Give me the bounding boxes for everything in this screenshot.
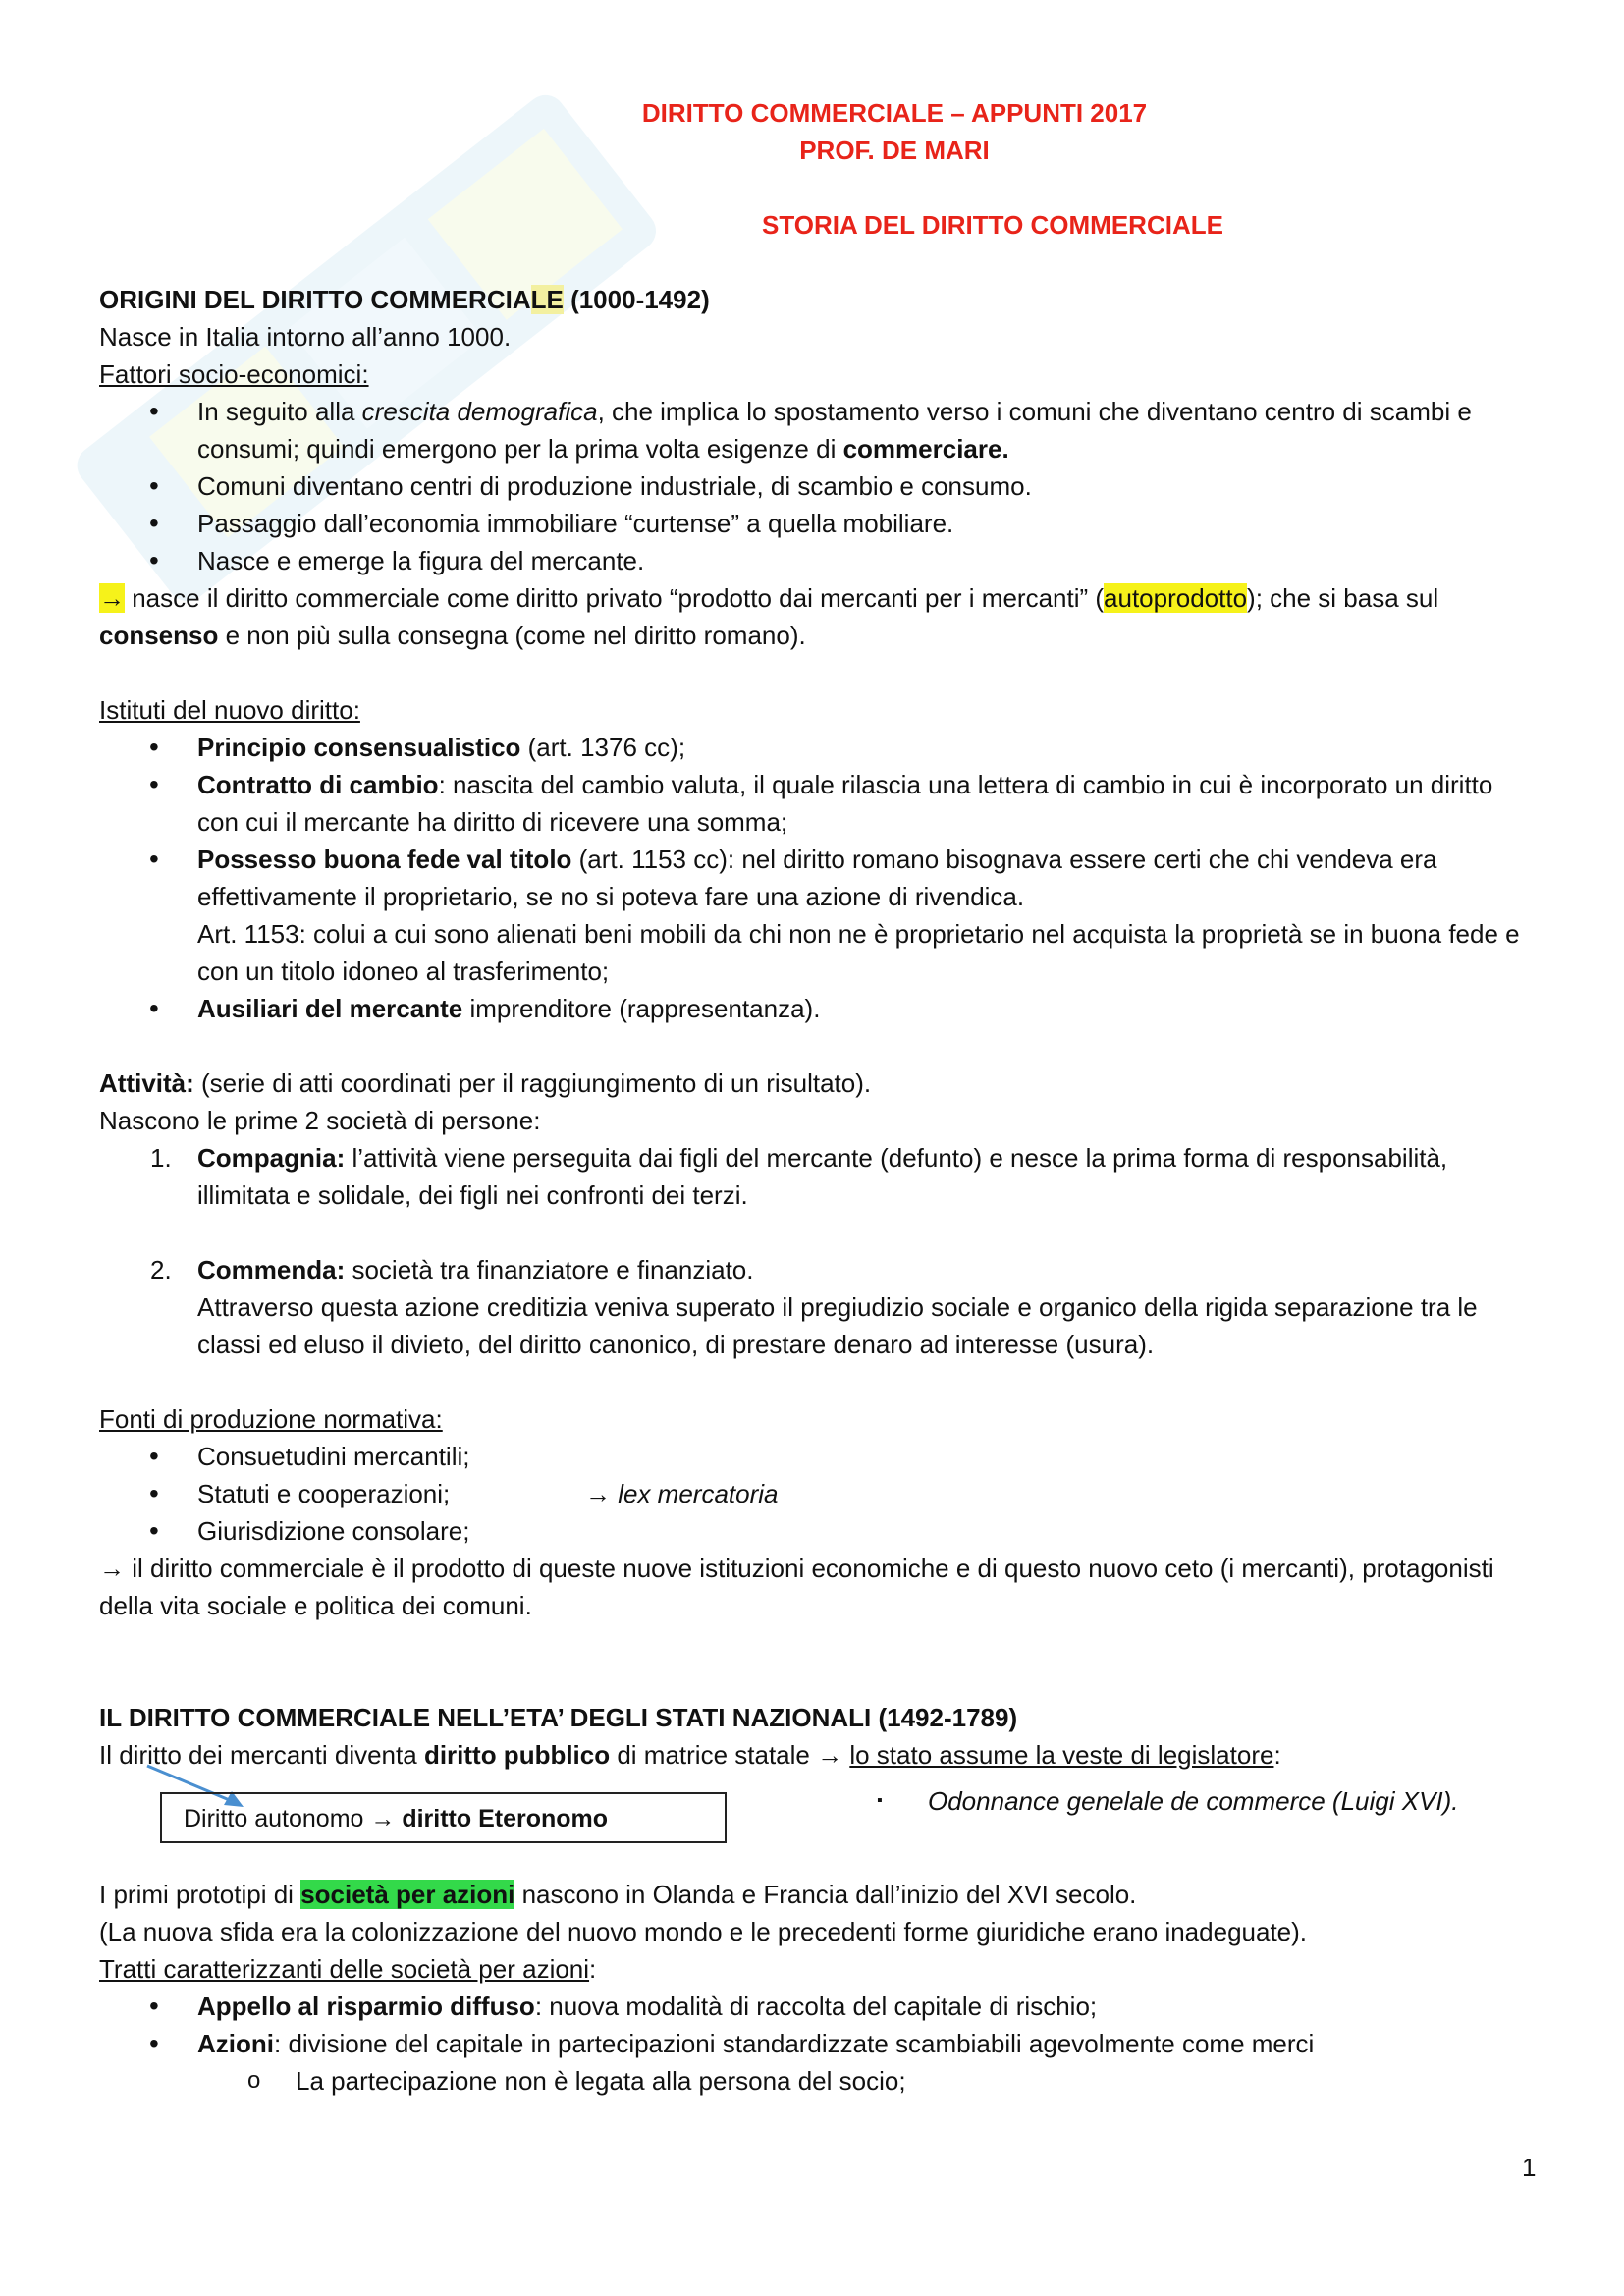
stati-line: Il diritto dei mercanti diventa diritto pubblico di matrice statale → lo stato assume la veste di legislatore: (99, 1740, 1281, 1770)
factors-list (99, 393, 1533, 579)
intro-text: Nasce in Italia intorno all’anno 1000. (99, 322, 512, 352)
doc-subtitle: STORIA DEL DIRITTO COMMERCIALE (762, 210, 1223, 240)
list-item: 1. Compagnia: l’attività viene perseguita dai figli del mercante (defunto) e nesce la prima forma di responsabilità, illimitata e solidale, dei figli nei confronti dei terzi. (150, 1143, 1448, 1210)
list-item: • Azioni: divisione del capitale in partecipazioni standardizzate scambiabili agevolmente come merci (99, 2025, 1533, 2062)
list-item: • In seguito alla crescita demografica, che implica lo spostamento verso i comuni che diventano centro di scambi e consumi; quindi emergono per la prima volta esigenze di commerciare. (99, 393, 1533, 467)
colonization-note: (La nuova sfida era la colonizzazione del nuovo mondo e le precedenti forme giuridiche erano inadeguate). (99, 1917, 1308, 1946)
lex-mercatoria-note: → lex mercatoria (585, 1479, 779, 1508)
section-heading-stati-nazionali: IL DIRITTO COMMERCIALE NELL’ETA’ DEGLI STATI NAZIONALI (1492-1789) (99, 1703, 1018, 1732)
doc-professor: PROF. DE MARI (799, 136, 990, 165)
attivita-paragraph: Attività: (serie di atti coordinati per il raggiungimento di un risultato). (99, 1068, 872, 1098)
fonti-list (99, 1438, 1533, 1550)
istituti-list (99, 729, 1533, 1027)
doc-title: DIRITTO COMMERCIALE – APPUNTI 2017 (641, 98, 1148, 128)
spa-paragraph: I primi prototipi di società per azioni nascono in Olanda e Francia dall’inizio del XVI secolo. (99, 1880, 1137, 1909)
list-item: • Ausiliari del mercante imprenditore (rappresentanza). (99, 990, 1533, 1027)
document-page: DIRITTO COMMERCIALE – APPUNTI 2017 PROF. DE MARI STORIA DEL DIRITTO COMMERCIALE ORIGINI DEL DIRITTO COMMERCIALE (1000-1492) Nasce in Italia intorno all’anno 1000. Fattori socio-economici: • In seguito alla crescita demografica, che implica lo spostamento verso i comuni che diventano centro di scambi e consumi; quindi emergono per la prima volta esigenze di commerciare. • Comuni diventano centri di produzione industriale, di scambio e consumo. • Passaggio dall’economia immobiliare “curtense” a quella mobiliare. • Nasce e emerge la figura del mercante. → nasce il diritto commerciale come diritto privato “prodotto dai mercanti per i mercanti” (autoprodotto); che si basa sul consenso e non più sulla consegna (come nel diritto romano). Istituti del nuovo diritto: • Principio consensualistico (art. 1376 cc); • Contratto di cambio: nascita del cambio valuta, il quale rilascia una lettera di cambio in cui è incorporato un diritto con cui il mercante ha diritto di ricevere una somma; • Possesso buona fede val titolo (art. 1153 cc): nel diritto romano bisognava essere certi che chi vendeva era effettivamente il proprietario, se no si poteva fare una azione di rivendica. Art. 1153: colui a cui sono alienati beni mobili da chi non ne è proprietario nel acquista la proprietà se in buona fede e con un titolo idoneo al trasferimento; • Ausiliari del mercante imprenditore (rappresentanza). Attività: (serie di atti coordinati per il raggiungimento di un risultato). Nascono le prime 2 società di persone: 1. Compagnia: l’attività viene perseguita dai figli del mercante (defunto) e nesce la prima forma di responsabilità, illimitata e solidale, dei figli nei confronti dei terzi. 2. Commenda: società tra finanziatore e finanziato. Attraverso questa azione creditizia veniva superato il pregiudizio sociale e organico della rigida separazione tra le classi ed eluso il divieto, del diritto canonico, di prestare denaro ad interesse (usura). Fonti di produzione normativa: • Consuetudini mercantili; • Statuti e cooperazioni; → lex mercatoria • Giurisdizione consolare; → il diritto commerciale è il prodotto di queste nuove istituzioni economiche e di questo nuovo ceto (i mercanti), protagonisti della vita sociale e politica dei comuni. IL DIRITTO COMMERCIALE NELL’ETA’ DEGLI STATI NAZIONALI (1492-1789) Il diritto dei mercanti diventa diritto pubblico di matrice statale → lo stato assume la veste di legislatore: I primi prototipi di società per azioni nascono in Olanda e Francia dall’inizio del XVI secolo. (La nuova sfida era la colonizzazione del nuovo mondo e le precedenti forme giuridiche erano inadeguate). Tratti caratterizzanti delle società per azioni: • Appello al risparmio diffuso: nuova modalità di raccolta del capitale di rischio; • Azioni: divisione del capitale in partecipazioni standardizzate scambiabili agevolmente come merci o La partecipazione non è legata alla persona del socio; Diritto autonomo → diritto Eteronomo ▪ Odonnance genelale de commerce (Luigi XVI). 1 (0, 0, 1624, 2296)
list-item: • Appello al risparmio diffuso: nuova modalità di raccolta del capitale di rischio; (99, 1988, 1533, 2025)
diritto-eteronomo-box: Diritto autonomo → diritto Eteronomo (160, 1792, 727, 1843)
societa-list (99, 1139, 1533, 1363)
list-item: • Statuti e cooperazioni; → lex mercatoria (99, 1475, 1533, 1512)
list-item: • Principio consensualistico (art. 1376 cc); (99, 729, 1533, 766)
list-item: • Passaggio dall’economia immobiliare “curtense” a quella mobiliare. (99, 505, 1533, 542)
factors-title: Fattori socio-economici: (99, 359, 369, 389)
list-item: 2. Commenda: società tra finanziatore e finanziato. Attraverso questa azione creditizia veniva superato il pregiudizio sociale e organico della rigida separazione tra le classi ed eluso il divieto, del diritto canonico, di prestare denaro ad interesse (usura). (150, 1255, 1478, 1359)
conclusion-paragraph: → nasce il diritto commerciale come diritto privato “prodotto dai mercanti per i mercanti” (autoprodotto); che si basa sul consenso e non più sulla consegna (come nel diritto romano). (99, 583, 1439, 650)
arrow-icon: → (99, 583, 125, 613)
list-item: • Comuni diventano centri di produzione industriale, di scambio e consumo. (99, 467, 1533, 505)
fonti-conclusion: → il diritto commerciale è il prodotto di queste nuove istituzioni economiche e di questo nuovo ceto (i mercanti), protagonisti della vita sociale e politica dei comuni. (99, 1554, 1494, 1620)
fonti-title: Fonti di produzione normativa: (99, 1404, 443, 1434)
section-heading-origini: ORIGINI DEL DIRITTO COMMERCIALE (1000-1492) (99, 285, 710, 314)
list-item: o La partecipazione non è legata alla persona del socio; (99, 2062, 1533, 2100)
list-item: • Nasce e emerge la figura del mercante. (99, 542, 1533, 579)
list-item: • Consuetudini mercantili; (99, 1438, 1533, 1475)
square-bullet-icon: ▪ (877, 1792, 883, 1809)
list-item: • Possesso buona fede val titolo (art. 1153 cc): nel diritto romano bisognava essere certi che chi vendeva era effettivamente il proprietario, se no si poteva fare una azione di rivendica. Art. 1153: colui a cui sono alienati beni mobili da chi non ne è proprietario nel acquista la proprietà se in buona fede e con un titolo idoneo al trasferimento; (99, 841, 1533, 990)
list-item: • Contratto di cambio: nascita del cambio valuta, il quale rilascia una lettera di cambio in cui è incorporato un diritto con cui il mercante ha diritto di ricevere una somma; (99, 766, 1533, 841)
tratti-title: Tratti caratterizzanti delle società per azioni: (99, 1954, 597, 1984)
page-number: 1 (1522, 2153, 1537, 2182)
istituti-title: Istituti del nuovo diritto: (99, 695, 360, 725)
societa-intro: Nascono le prime 2 società di persone: (99, 1106, 541, 1135)
tratti-list (99, 1988, 1533, 2100)
list-item: • Giurisdizione consolare; (99, 1512, 1533, 1550)
